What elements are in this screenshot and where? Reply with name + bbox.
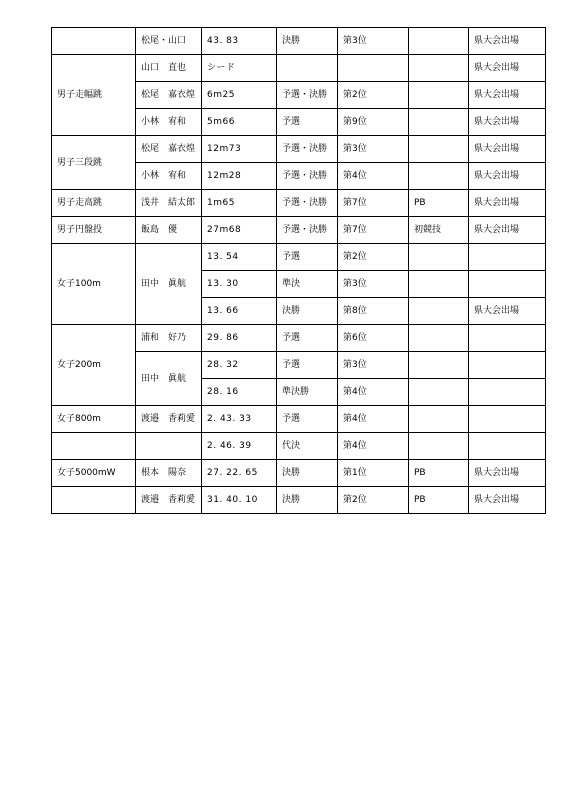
record-cell: 13. 66 [202,298,277,325]
note-cell [409,271,469,298]
place-cell: 第3位 [338,136,409,163]
record-cell: 28. 16 [202,379,277,406]
place-cell: 第4位 [338,163,409,190]
remark-cell: 県大会出場 [469,460,546,487]
record-cell: 43. 83 [202,28,277,55]
place-cell: 第3位 [338,28,409,55]
athlete-cell: 松尾 嘉衣煌 [136,82,202,109]
athlete-cell: 松尾・山口 [136,28,202,55]
athlete-cell: 山口 直也 [136,55,202,82]
record-cell: 12m73 [202,136,277,163]
place-cell: 第3位 [338,352,409,379]
note-cell [409,433,469,460]
place-cell: 第4位 [338,406,409,433]
note-cell [409,406,469,433]
round-cell [277,55,338,82]
event-cell: 女子5000mW [52,460,136,487]
round-cell: 決勝 [277,460,338,487]
record-cell: 29. 86 [202,325,277,352]
athlete-cell: 小林 宥和 [136,163,202,190]
event-cell: 男子三段跳 [52,136,136,190]
record-cell: 27. 22. 65 [202,460,277,487]
table-row [52,460,546,487]
note-cell: PB [409,190,469,217]
round-cell: 予選 [277,109,338,136]
event-cell: 女子100m [52,244,136,325]
place-cell: 第4位 [338,379,409,406]
place-cell: 第4位 [338,433,409,460]
table-row [52,406,546,433]
note-cell [409,379,469,406]
table-row [52,28,546,55]
round-cell: 予選・決勝 [277,163,338,190]
place-cell: 第2位 [338,82,409,109]
place-cell [338,55,409,82]
event-cell: 男子円盤投 [52,217,136,244]
athlete-cell: 根本 陽奈 [136,460,202,487]
remark-cell [469,325,546,352]
table-row [52,244,546,271]
place-cell: 第7位 [338,217,409,244]
note-cell [409,298,469,325]
event-cell: 女子200m [52,325,136,406]
round-cell: 決勝 [277,298,338,325]
remark-cell: 県大会出場 [469,55,546,82]
round-cell: 予選 [277,352,338,379]
record-cell: 13. 54 [202,244,277,271]
event-cell: 男子走幅跳 [52,55,136,136]
record-cell: 31. 40. 10 [202,487,277,514]
remark-cell [469,271,546,298]
record-cell: 1m65 [202,190,277,217]
athlete-cell: 渡邉 香莉愛 [136,487,202,514]
note-cell: PB [409,487,469,514]
athlete-cell: 飯島 優 [136,217,202,244]
athlete-cell: 田中 眞航 [136,244,202,325]
round-cell: 予選・決勝 [277,190,338,217]
remark-cell [469,433,546,460]
place-cell: 第9位 [338,109,409,136]
results-table [51,27,546,514]
place-cell: 第3位 [338,271,409,298]
note-cell [409,136,469,163]
remark-cell [469,244,546,271]
athlete-cell [136,433,202,460]
table-row [52,190,546,217]
event-cell: 女子800m [52,406,136,433]
remark-cell: 県大会出場 [469,190,546,217]
athlete-cell: 田中 眞航 [136,352,202,406]
remark-cell: 県大会出場 [469,487,546,514]
round-cell: 予選 [277,406,338,433]
note-cell [409,55,469,82]
place-cell: 第2位 [338,487,409,514]
note-cell [409,28,469,55]
athlete-cell: 浦和 好乃 [136,325,202,352]
note-cell [409,109,469,136]
remark-cell: 県大会出場 [469,136,546,163]
note-cell [409,163,469,190]
table-row [52,325,546,352]
round-cell: 予選 [277,325,338,352]
record-cell: 5m66 [202,109,277,136]
round-cell: 決勝 [277,487,338,514]
table-row [52,433,546,460]
remark-cell: 県大会出場 [469,298,546,325]
event-cell [52,433,136,460]
round-cell: 準決 [277,271,338,298]
event-cell: 男子走高跳 [52,190,136,217]
athlete-cell: 渡邉 香莉愛 [136,406,202,433]
remark-cell [469,406,546,433]
remark-cell [469,379,546,406]
place-cell: 第2位 [338,244,409,271]
record-cell: 2. 43. 33 [202,406,277,433]
record-cell: 12m28 [202,163,277,190]
table-row [52,136,546,163]
place-cell: 第6位 [338,325,409,352]
record-cell: 2. 46. 39 [202,433,277,460]
place-cell: 第7位 [338,190,409,217]
record-cell: シード [202,55,277,82]
remark-cell: 県大会出場 [469,217,546,244]
note-cell [409,325,469,352]
athlete-cell: 小林 宥和 [136,109,202,136]
remark-cell: 県大会出場 [469,163,546,190]
round-cell: 決勝 [277,28,338,55]
table-row [52,217,546,244]
remark-cell: 県大会出場 [469,82,546,109]
event-cell [52,28,136,55]
table-row [52,487,546,514]
athlete-cell: 松尾 嘉衣煌 [136,136,202,163]
record-cell: 27m68 [202,217,277,244]
remark-cell: 県大会出場 [469,28,546,55]
remark-cell: 県大会出場 [469,109,546,136]
round-cell: 予選・決勝 [277,217,338,244]
note-cell [409,244,469,271]
record-cell: 28. 32 [202,352,277,379]
round-cell: 準決勝 [277,379,338,406]
event-cell [52,487,136,514]
athlete-cell: 浅井 結太郎 [136,190,202,217]
remark-cell [469,352,546,379]
round-cell: 予選 [277,244,338,271]
place-cell: 第1位 [338,460,409,487]
round-cell: 予選・決勝 [277,136,338,163]
note-cell: 初競技 [409,217,469,244]
round-cell: 予選・決勝 [277,82,338,109]
table-row [52,55,546,82]
record-cell: 6m25 [202,82,277,109]
note-cell: PB [409,460,469,487]
place-cell: 第8位 [338,298,409,325]
round-cell: 代決 [277,433,338,460]
note-cell [409,82,469,109]
record-cell: 13. 30 [202,271,277,298]
note-cell [409,352,469,379]
